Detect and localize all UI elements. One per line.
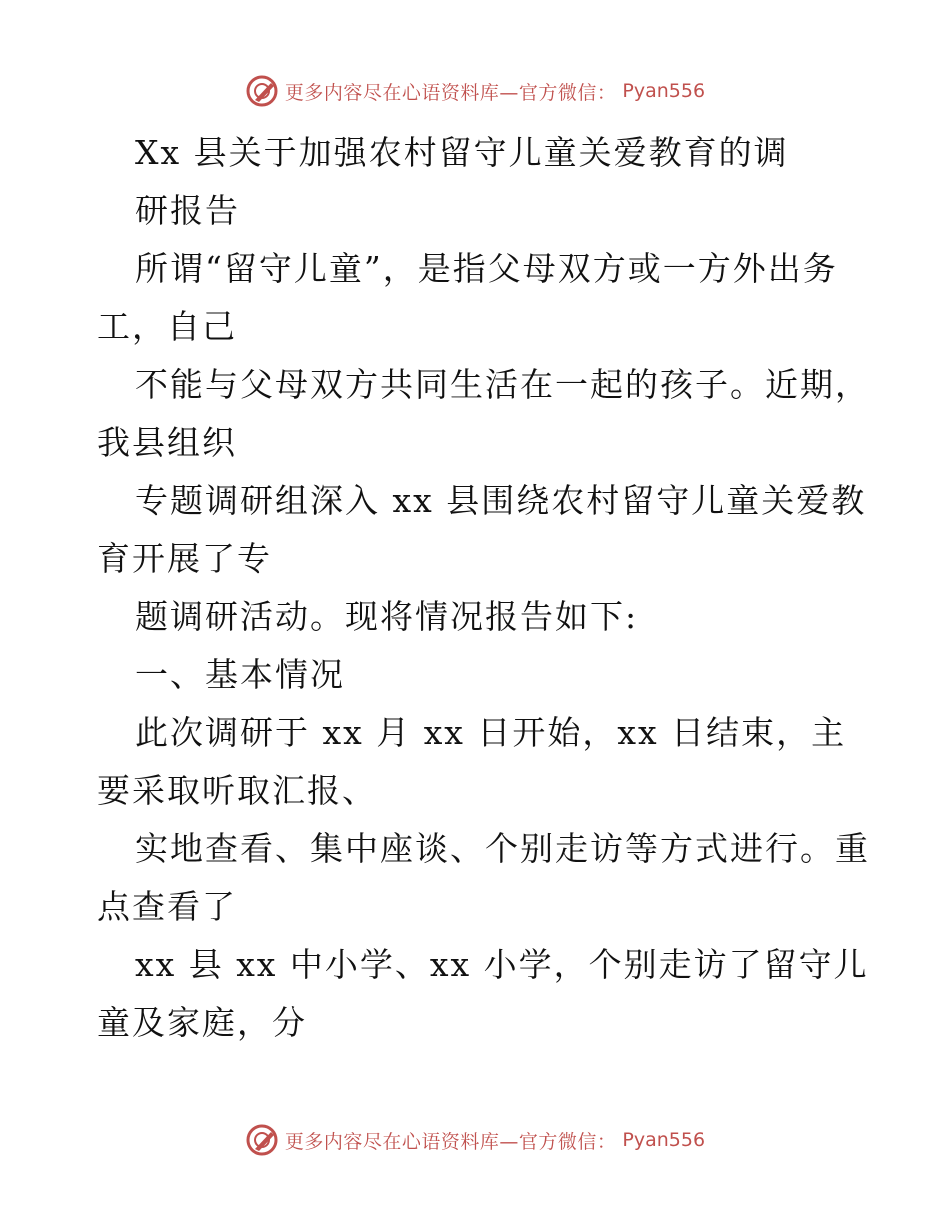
banner-text: 更多内容尽在心语资料库—官方微信：	[284, 81, 617, 104]
document-body	[97, 124, 870, 1052]
text-line: 题调研活动。现将情况报告如下:	[135, 597, 639, 636]
text-line: 此次调研于 xx 月 xx 日开始，xx 日结束，主	[135, 713, 847, 752]
logo-icon	[245, 74, 279, 108]
text-line: 点查看了	[97, 887, 237, 926]
banner-wechat-id: Pyan556	[622, 1129, 706, 1151]
text-line: 要采取听取汇报、	[97, 771, 377, 810]
banner-wechat-id: Pyan556	[622, 80, 706, 102]
text-line: 育开展了专	[97, 539, 272, 578]
text-line: 研报告	[135, 191, 240, 230]
text-line: Xx 县关于加强农村留守儿童关爱教育的调	[135, 133, 789, 172]
text-line: 工，自己	[97, 307, 237, 346]
text-line: 专题调研组深入 xx 县围绕农村留守儿童关爱教	[135, 481, 867, 520]
text-line: 童及家庭，分	[97, 1003, 307, 1042]
text-line: 所谓“留守儿童”，是指父母双方或一方外出务	[135, 249, 838, 288]
banner-text: 更多内容尽在心语资料库—官方微信：	[284, 1130, 617, 1153]
text-line: 我县组织	[97, 423, 237, 462]
text-line: 一、基本情况	[135, 655, 345, 694]
text-line: 不能与父母双方共同生活在一起的孩子。近期，	[135, 365, 870, 404]
logo-icon	[245, 1123, 279, 1157]
text-line: 实地查看、集中座谈、个别走访等方式进行。重	[135, 829, 870, 868]
footer-banner	[0, 1120, 950, 1160]
text-line: xx 县 xx 中小学、xx 小学，个别走访了留守儿	[135, 945, 869, 984]
header-banner	[0, 71, 950, 111]
